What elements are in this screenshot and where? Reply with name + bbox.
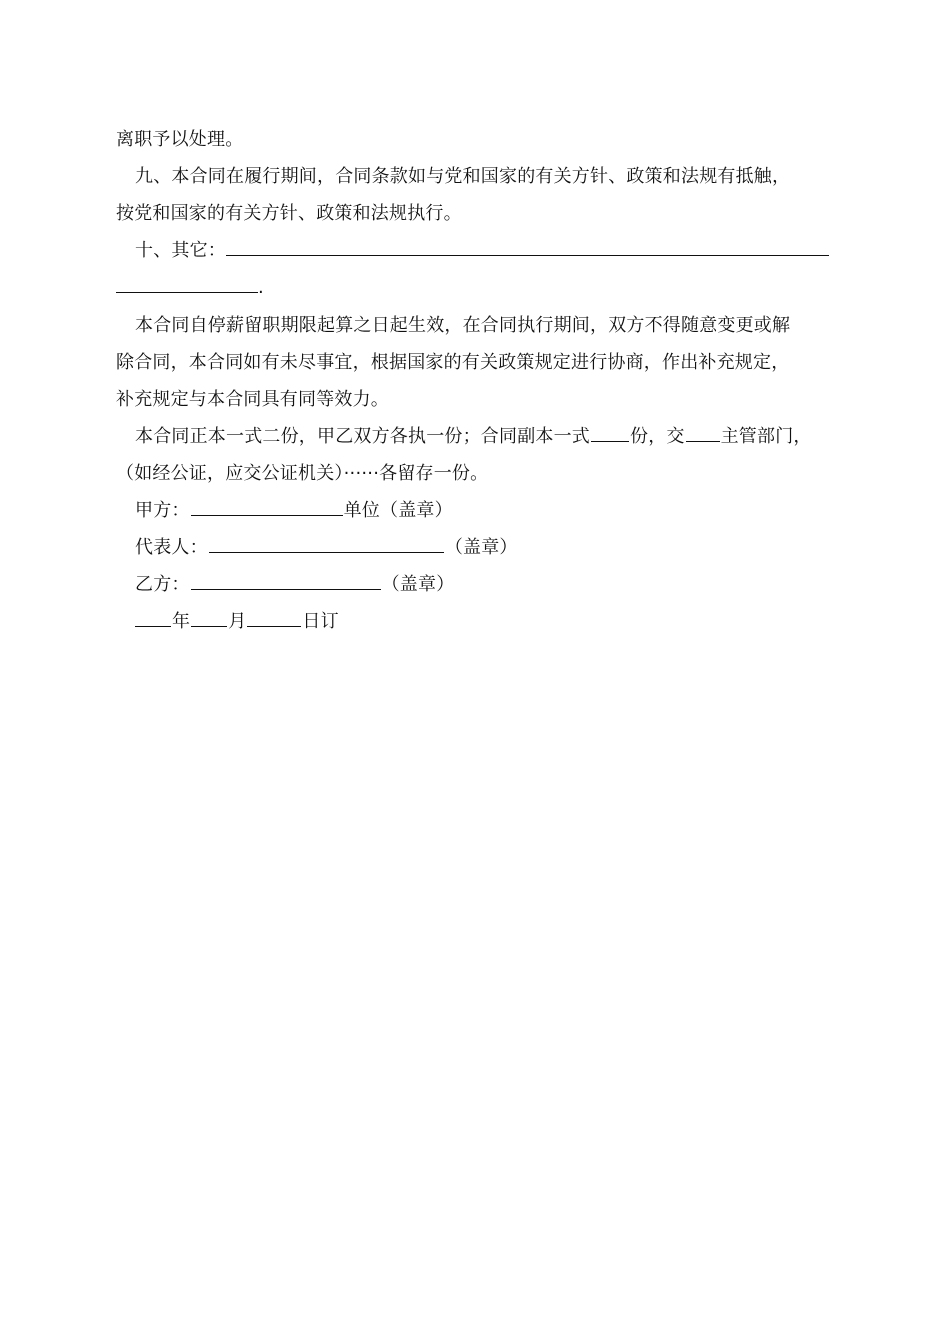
effective-line-3 [116, 388, 389, 412]
party-a-blank [191, 501, 343, 516]
clause-10-end: . [258, 277, 264, 298]
clause-9-line-1 [135, 165, 790, 189]
clause-10-blank-1 [226, 241, 829, 256]
effective-line-2 [116, 351, 789, 375]
date-month-blank [191, 612, 227, 627]
representative-suffix: （盖章） [444, 537, 518, 558]
effective-text-1: 本合同自停薪留职期限起算之日起生效，在合同执行期间，双方不得随意变更或解 [135, 315, 791, 336]
date-year-blank [135, 612, 171, 627]
representative-blank [209, 538, 444, 553]
date-line [135, 610, 339, 634]
party-a-suffix: 单位（盖章） [343, 500, 453, 521]
effective-text-2: 除合同，本合同如有未尽事宜，根据国家的有关政策规定进行协商，作出补充规定， [116, 352, 790, 373]
date-year-label: 年 [172, 611, 191, 632]
clause-10-label: 十、其它： [135, 240, 226, 261]
copies-text-1: 本合同正本一式二份，甲乙双方各执一份；合同副本一式 [135, 426, 590, 447]
clause-9-line-2 [116, 202, 462, 226]
date-day-blank [247, 612, 301, 627]
clause-10-blank-2 [116, 278, 258, 293]
clause-9-text-2: 按党和国家的有关方针、政策和法规执行。 [116, 203, 462, 224]
party-b-suffix: （盖章） [381, 574, 455, 595]
clause-8-text: 离职予以处理。 [116, 129, 244, 150]
party-b-label: 乙方： [135, 574, 190, 595]
clause-8-tail [116, 128, 243, 152]
clause-10-line-1 [135, 239, 829, 263]
copies-line-1 [135, 425, 812, 449]
effective-line-1 [135, 314, 790, 338]
copies-text-2: 份，交 [630, 426, 685, 447]
effective-text-3: 补充规定与本合同具有同等效力。 [116, 389, 389, 410]
copies-text-4: （如经公证，应交公证机关）······各留存一份。 [116, 463, 489, 484]
clause-10-line-2 [116, 276, 264, 300]
copies-blank-department [686, 427, 720, 442]
party-b-line [135, 573, 454, 597]
representative-label: 代表人： [135, 537, 208, 558]
copies-text-3: 主管部门， [720, 426, 812, 447]
copies-blank-count [591, 427, 629, 442]
party-a-line [135, 499, 453, 523]
party-a-label: 甲方： [135, 500, 190, 521]
party-b-blank [191, 575, 381, 590]
date-day-label: 日订 [302, 611, 339, 632]
clause-9-text-1: 九、本合同在履行期间，合同条款如与党和国家的有关方针、政策和法规有抵触， [135, 166, 791, 187]
date-month-label: 月 [228, 611, 247, 632]
representative-line [135, 536, 518, 560]
copies-line-2 [116, 462, 488, 486]
